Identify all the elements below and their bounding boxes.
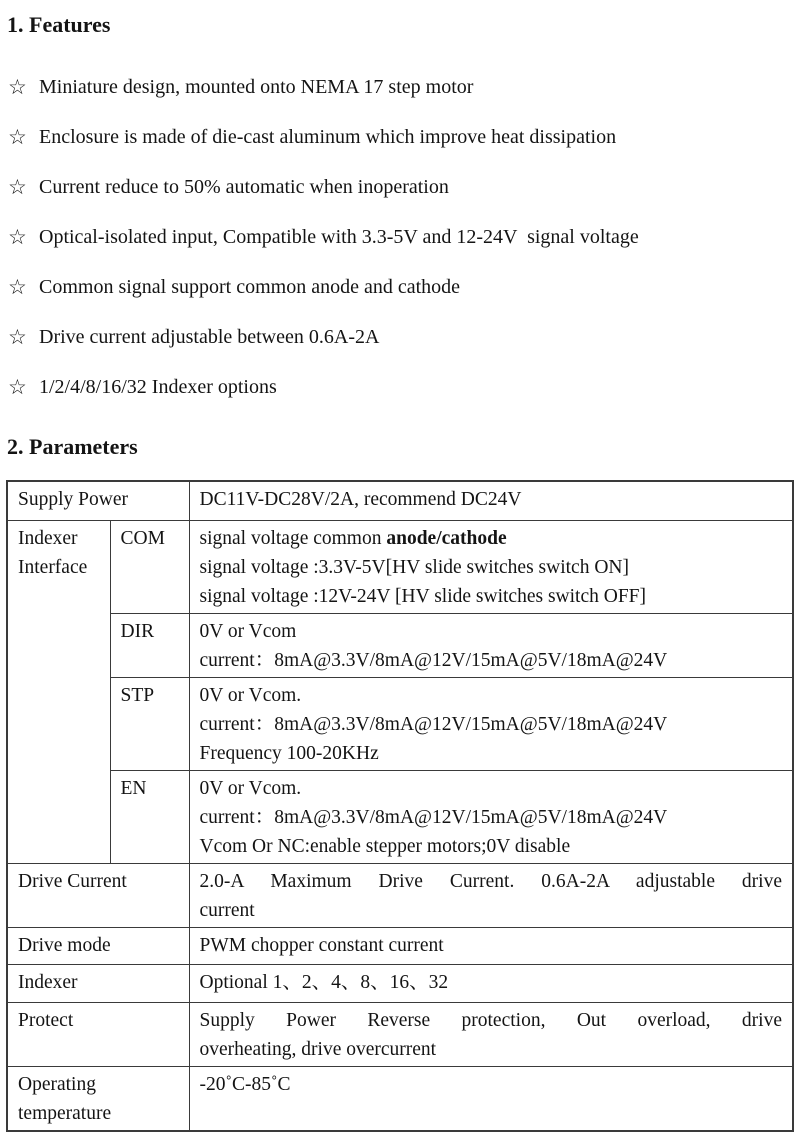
supply-power-label: Supply Power <box>7 481 189 520</box>
feature-item <box>8 224 792 250</box>
feature-text: Miniature design, mounted onto NEMA 17 step motor <box>39 76 474 98</box>
feature-text: Common signal support common anode and cathode <box>39 276 461 298</box>
drive-current-line-1: 2.0-A Maximum Drive Current. 0.6A-2A adjustable drive <box>199 870 782 892</box>
com-line-2: signal voltage :3.3V-5V[HV slide switches switch ON] <box>199 556 629 578</box>
indexer-label: Indexer <box>7 964 189 1002</box>
indexer-interface-label: Indexer Interface <box>7 520 110 863</box>
drive-current-line-2: current <box>199 899 255 921</box>
features-list <box>6 74 792 400</box>
dir-line-1: 0V or Vcom <box>199 620 297 642</box>
star-bullet-icon: ☆ <box>8 325 27 349</box>
stp-label: STP <box>110 677 189 770</box>
feature-text: Optical-isolated input, Compatible with 3.3-5V and 12-24V signal voltage <box>39 226 639 248</box>
protect-value <box>189 1002 793 1066</box>
operating-temperature-value: -20˚C-85˚C <box>189 1066 793 1131</box>
feature-item <box>8 324 792 350</box>
table-row-indexer <box>7 964 793 1002</box>
feature-item <box>8 74 792 100</box>
stp-value <box>189 677 793 770</box>
table-row-drive-mode <box>7 927 793 964</box>
dir-label: DIR <box>110 613 189 677</box>
en-label: EN <box>110 770 189 863</box>
drive-current-label: Drive Current <box>7 863 189 927</box>
en-line-3: Vcom Or NC:enable stepper motors;0V disable <box>199 835 571 857</box>
table-row-drive-current <box>7 863 793 927</box>
indexer-value: Optional 1、2、4、8、16、32 <box>189 964 793 1002</box>
en-line-2: current：8mA@3.3V/8mA@12V/15mA@5V/18mA@24V <box>199 806 668 828</box>
stp-line-2: current：8mA@3.3V/8mA@12V/15mA@5V/18mA@24V <box>199 713 668 735</box>
feature-item <box>8 174 792 200</box>
feature-item <box>8 374 792 400</box>
parameters-heading: 2. Parameters <box>7 434 138 459</box>
drive-current-value <box>189 863 793 927</box>
dir-value <box>189 613 793 677</box>
star-bullet-icon: ☆ <box>8 375 27 399</box>
feature-text: Drive current adjustable between 0.6A-2A <box>39 326 380 348</box>
protect-label: Protect <box>7 1002 189 1066</box>
parameters-table <box>6 480 794 1132</box>
protect-line-2: overheating, drive overcurrent <box>199 1038 437 1060</box>
star-bullet-icon: ☆ <box>8 225 27 249</box>
feature-text: Current reduce to 50% automatic when inoperation <box>39 176 449 198</box>
star-bullet-icon: ☆ <box>8 275 27 299</box>
feature-item <box>8 124 792 150</box>
table-row-com <box>7 520 793 613</box>
star-bullet-icon: ☆ <box>8 175 27 199</box>
table-row-stp <box>7 677 793 770</box>
table-row-operating-temperature <box>7 1066 793 1131</box>
drive-mode-value: PWM chopper constant current <box>189 927 793 964</box>
com-label: COM <box>110 520 189 613</box>
table-row-supply-power <box>7 481 793 520</box>
star-bullet-icon: ☆ <box>8 75 27 99</box>
com-line-1: signal voltage common anode/cathode <box>199 527 507 549</box>
feature-text: 1/2/4/8/16/32 Indexer options <box>39 376 277 398</box>
supply-power-value: DC11V-DC28V/2A, recommend DC24V <box>189 481 793 520</box>
com-line-3: signal voltage :12V-24V [HV slide switches switch OFF] <box>199 585 647 607</box>
table-row-en <box>7 770 793 863</box>
stp-line-3: Frequency 100-20KHz <box>199 742 379 764</box>
feature-item <box>8 274 792 300</box>
dir-line-2: current：8mA@3.3V/8mA@12V/15mA@5V/18mA@24V <box>199 649 668 671</box>
star-bullet-icon: ☆ <box>8 125 27 149</box>
feature-text: Enclosure is made of die-cast aluminum which improve heat dissipation <box>39 126 617 148</box>
drive-mode-label: Drive mode <box>7 927 189 964</box>
table-row-dir <box>7 613 793 677</box>
stp-line-1: 0V or Vcom. <box>199 684 302 706</box>
table-row-protect <box>7 1002 793 1066</box>
operating-temperature-label: Operating temperature <box>7 1066 189 1131</box>
protect-line-1: Supply Power Reverse protection, Out overload, drive <box>199 1009 782 1031</box>
en-value <box>189 770 793 863</box>
com-value <box>189 520 793 613</box>
en-line-1: 0V or Vcom. <box>199 777 302 799</box>
features-heading: 1. Features <box>7 12 111 37</box>
